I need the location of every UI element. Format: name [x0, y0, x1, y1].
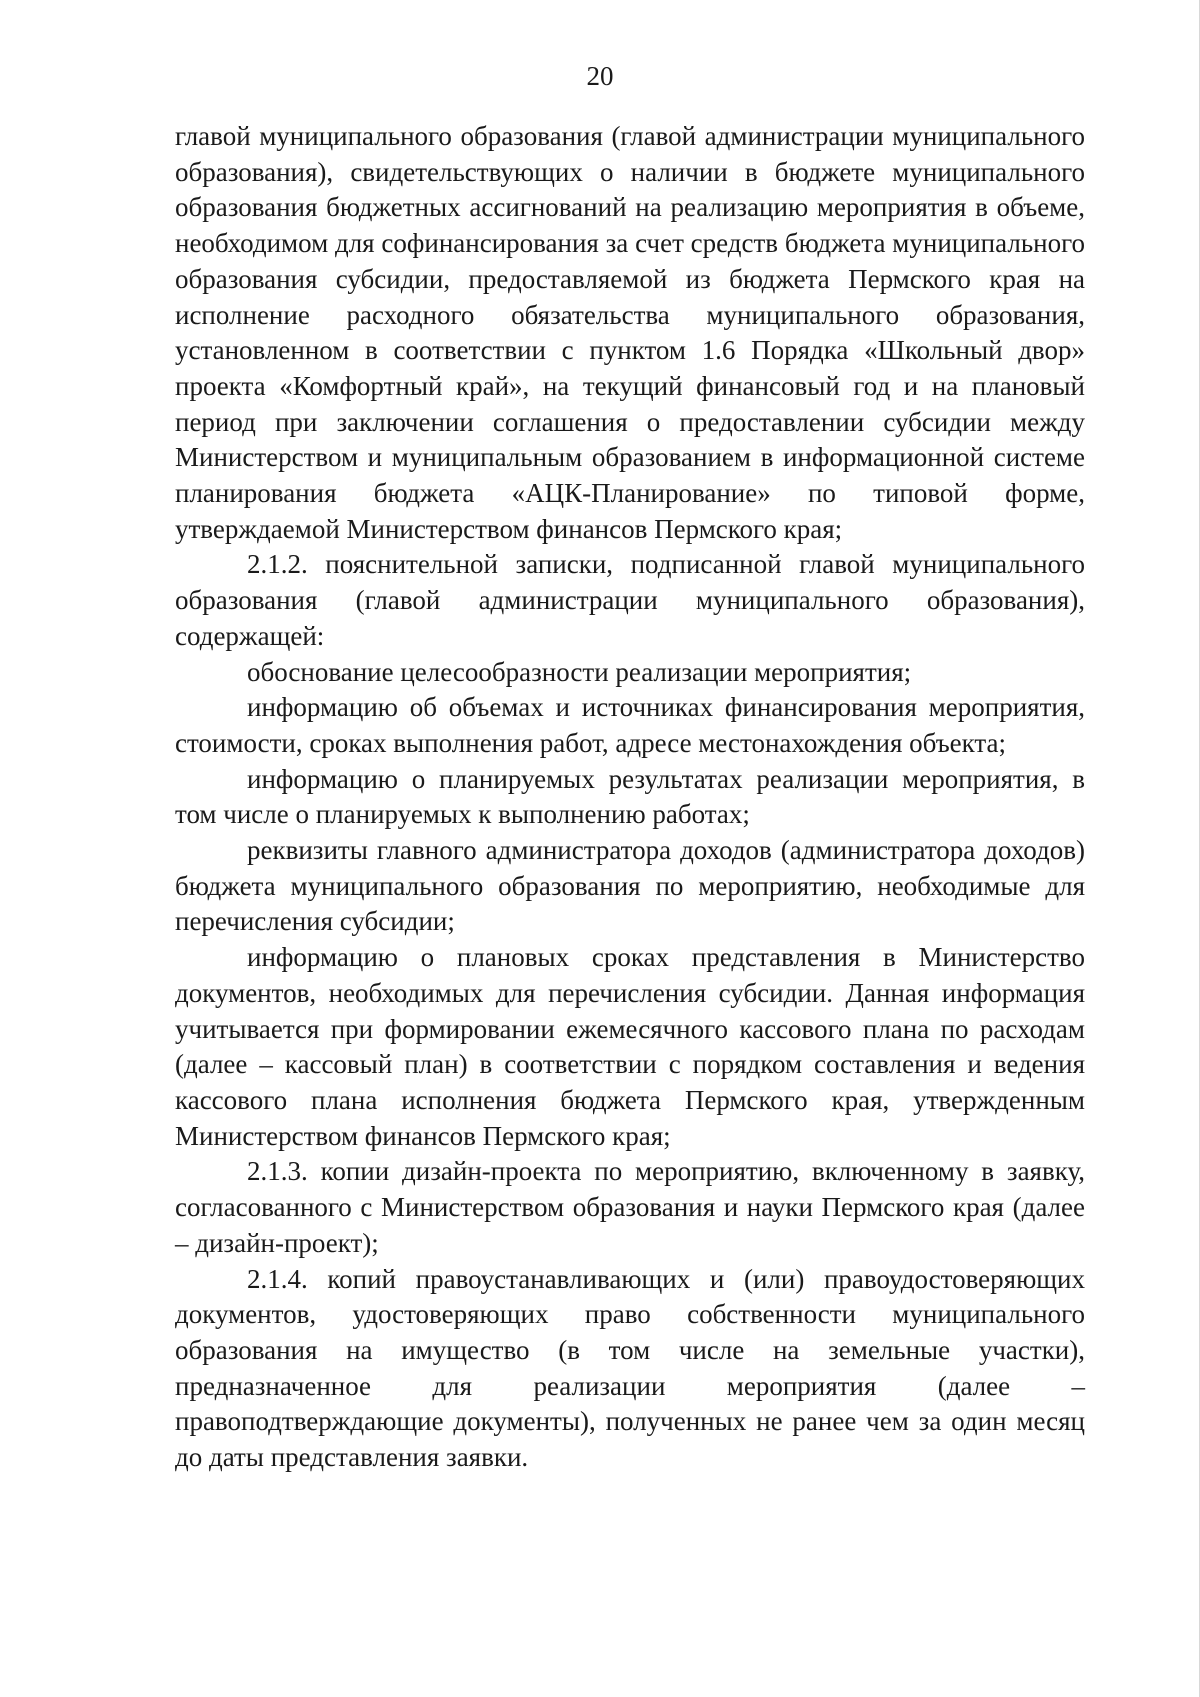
paragraph-financing-info: информацию об объемах и источниках финансирования мероприятия, стоимости, сроках выполнения работ, адресе местонахождения объекта; — [175, 692, 1085, 758]
paragraph-requisites: реквизиты главного администратора доходов (администратора доходов) бюджета муниципального образования по мероприятию, необходимые для перечисления субсидии; — [175, 835, 1085, 937]
paragraph-2-1-2: 2.1.2. пояснительной записки, подписанной главой муниципального образования (главой администрации муниципального образования), содержащей: — [175, 549, 1085, 651]
paragraph-justification: обоснование целесообразности реализации мероприятия; — [247, 656, 912, 687]
body-text — [175, 119, 1085, 1476]
paragraph-2-1-4: 2.1.4. копий правоустанавливающих и (или) правоудостоверяющих документов, удостоверяющих право собственности муниципального образования на имущество (в том числе на земельные участки), предназначенное для реализации мероприятия (далее – правоподтверждающие документы), полученных не ранее чем за один месяц до даты представления заявки. — [175, 1263, 1085, 1473]
paragraph-planned-results: информацию о планируемых результатах реализации мероприятия, в том числе о планируемых к выполнению работах; — [175, 763, 1085, 830]
paragraph-continuation: главой муниципального образования (главой администрации муниципального образования), свидетельствующих о наличии в бюджете муниципального образования бюджетных ассигнований на реализацию мероприятия в объеме, необходимом для софинансирования за счет средств бюджета муниципального образования субсидии, предоставляемой из бюджета Пермского края на исполнение расходного обязательства муниципального образования, установленном в соответствии с пунктом 1.6 Порядка «Школьный двор» проекта «Комфортный край», на текущий финансовый год и на плановый период при заключении соглашения о предоставлении субсидии между Министерством и муниципальным образованием в информационной системе планирования бюджета «АЦК-Планирование» по типовой форме, утверждаемой Министерством финансов Пермского края; — [175, 121, 1085, 544]
paragraph-2-1-3: 2.1.3. копии дизайн-проекта по мероприятию, включенному в заявку, согласованного с Министерством образования и науки Пермского края (далее – дизайн-проект); — [175, 1156, 1085, 1258]
paragraph-planned-deadlines: информацию о плановых сроках представления в Министерство документов, необходимых для перечисления субсидии. Данная информация учитывается при формировании ежемесячного кассового плана по расходам (далее – кассовый план) в соответствии с порядком составления и ведения кассового плана исполнения бюджета Пермского края, утвержденным Министерством финансов Пермского края; — [175, 942, 1085, 1151]
page-number: 20 — [586, 61, 614, 91]
